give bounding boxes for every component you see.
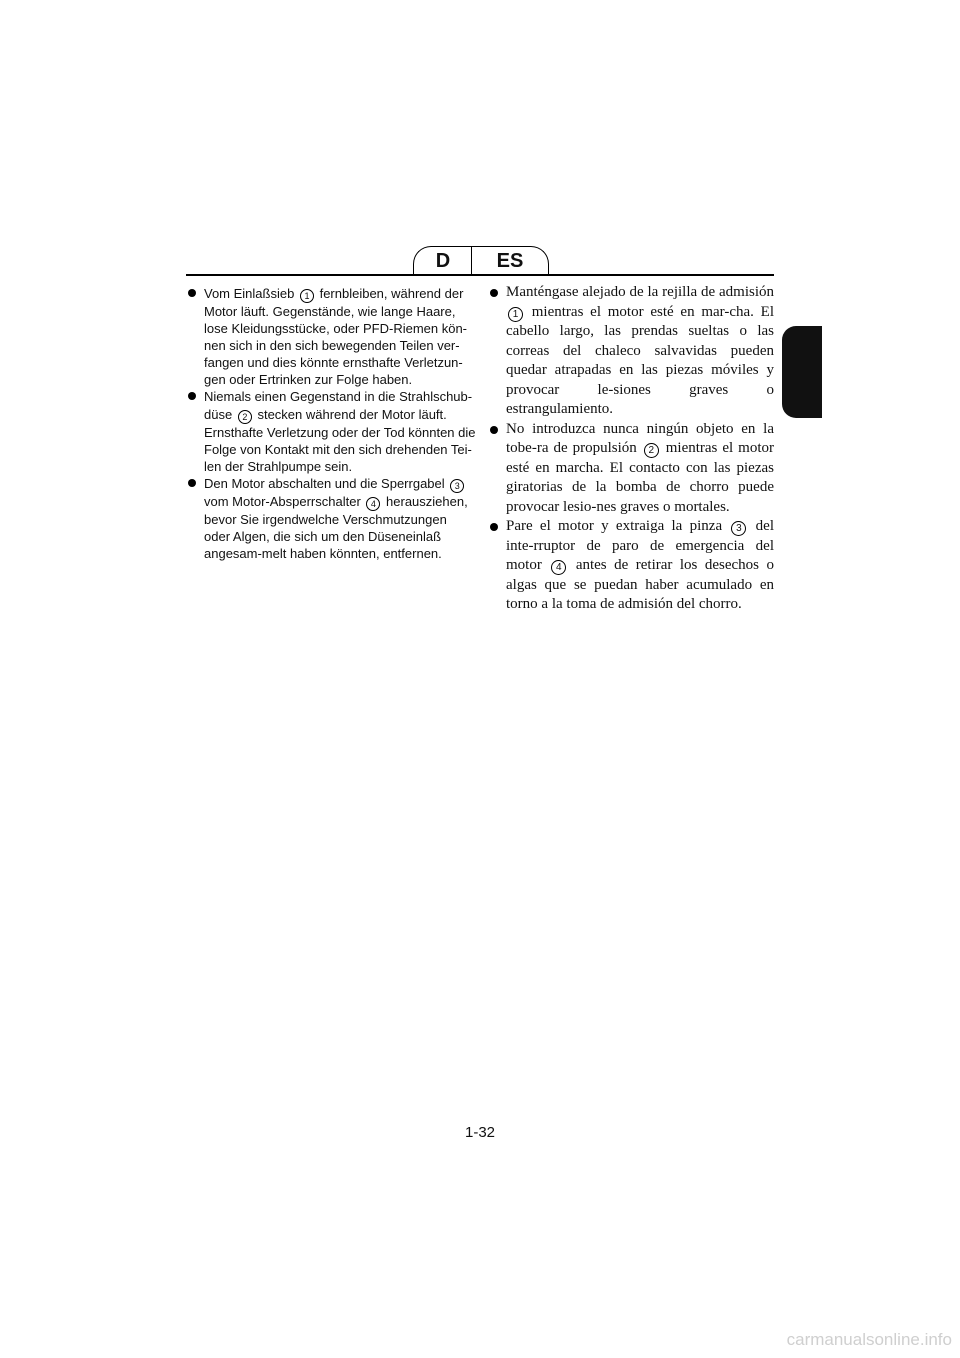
spanish-warning-item [488, 283, 774, 420]
language-label-spanish: ES [496, 249, 524, 272]
item-text: fernbleiben, während der Motor läuft. Gegenstände, wie lange Haare, lose Kleidungsstücke, oder PFD-Riemen kön-nen sich in den sich bewegenden Teilen ver-fangen und dies könnte ernsthafte Verletzun-gen oder Ertrinken zur Folge haben. [204, 286, 468, 388]
item-text: Niemals einen Gegenstand in die Strahlschub-düse [204, 389, 473, 422]
item-text: vom Motor-Absperrschalter [204, 493, 361, 509]
german-warning-item [186, 388, 476, 474]
header-rule [186, 274, 774, 276]
callout-number: 4 [551, 560, 566, 575]
spanish-column [488, 283, 774, 615]
bullet-icon [490, 289, 498, 297]
german-column [186, 285, 476, 562]
spanish-warning-item [488, 517, 774, 615]
callout-number: 3 [731, 521, 746, 536]
item-text: mientras el motor esté en mar-cha. El cabello largo, las prendas sueltas o las correas del chaleco salvavidas pueden quedar atrapadas en las piezas móviles y provocar le-siones graves o estrangulamiento. [506, 303, 775, 417]
bullet-icon [188, 392, 196, 400]
bullet-icon [490, 426, 498, 434]
language-tab-spanish [471, 246, 549, 275]
german-warning-item [186, 285, 476, 388]
item-text: herausziehen, bevor Sie irgendwelche Verschmutzungen oder Algen, die sich um den Düseneinlaß angesam-melt haben könnten, entfernen. [204, 493, 468, 562]
german-warning-item [186, 475, 476, 562]
callout-number: 4 [366, 497, 380, 511]
item-text: Den Motor abschalten und die Sperrgabel [204, 475, 445, 491]
language-label-german: D [435, 249, 451, 272]
item-text: antes de retirar los desechos o algas que se puedan haber acumulado en torno a la toma de admisión del chorro. [506, 557, 774, 612]
footer-watermark: carmanualsonline.info [786, 1330, 952, 1349]
spanish-warning-item [488, 420, 774, 518]
page-number: 1-32 [464, 1124, 496, 1141]
item-text: Pare el motor y extraiga la pinza [506, 518, 723, 534]
callout-number: 2 [644, 443, 659, 458]
section-side-tab [782, 326, 822, 418]
callout-number: 1 [508, 307, 523, 322]
item-text: stecken während der Motor läuft. Ernsthafte Verletzung oder der Tod könnten die Folge von Kontakt mit den sich drehenden Tei-len der Strahlpumpe sein. [204, 406, 476, 474]
bullet-icon [188, 479, 196, 487]
item-text: Manténgase alejado de la rejilla de admisión [506, 284, 774, 300]
callout-number: 2 [238, 410, 252, 424]
item-text: mientras el motor esté en marcha. El contacto con las piezas giratorias de la bomba de chorro puede provocar lesio-nes graves o mortales. [506, 440, 774, 515]
item-text: No introduzca nunca ningún objeto en la tobe-ra de propulsión [506, 420, 774, 456]
callout-number: 1 [300, 289, 314, 303]
item-text: Vom Einlaßsieb [204, 286, 295, 301]
callout-number: 3 [450, 479, 464, 493]
language-tab-german [413, 246, 472, 275]
item-text: del inte-rruptor de paro de emergencia del motor [506, 518, 774, 573]
bullet-icon [490, 523, 498, 531]
bullet-icon [188, 289, 196, 297]
